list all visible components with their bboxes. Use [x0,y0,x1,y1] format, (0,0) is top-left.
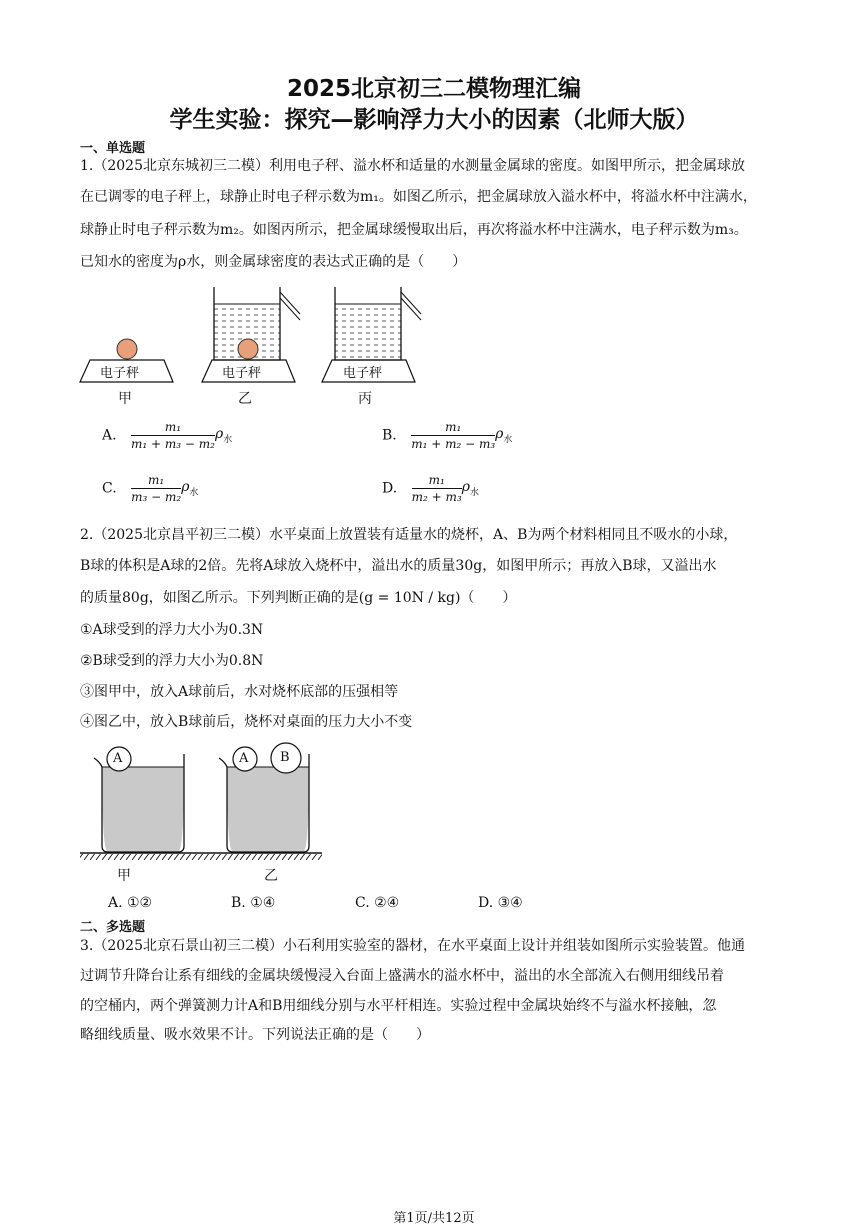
scale-label-jia: 电子秤 [100,366,140,381]
q1-option-d-fraction: $\frac{\text{m₁}}{\text{m₂ + m₃}}$ [411,473,462,504]
doc-title: 2025北京初三二模物理汇编 [286,76,581,102]
scale-label-yi: 电子秤 [222,366,262,381]
q1-text-line4: 已知水的密度为ρ水，则金属球密度的表达式正确的是（ ） [80,254,467,270]
section-multi-choice: 二、多选题 [80,920,146,935]
q1-figure [78,282,438,412]
q1-text-line2: 在已调零的电子秤上，球静止时电子秤示数为m₁。如图乙所示，把金属球放入溢水杯中，将溢水杯中注满水， [80,189,757,205]
q1-option-a[interactable]: A. $\frac{\text{m₁}}{\text{m₁ + m₃ − m₂}}$ $\rho_水$ [102,420,233,451]
q2-statement-1: ①A球受到的浮力大小为0.3N [80,622,264,638]
section-single-choice: 一、单选题 [80,141,146,156]
q3-text-line3: 的空桶内，两个弹簧测力计A和B用细线分别与水平杆相连。实验过程中金属块始终不与溢水杯接触，忽 [80,998,717,1014]
doc-subtitle: 学生实验：探究—影响浮力大小的因素（北师大版） [169,107,699,133]
q1-option-a-fraction: $\frac{\text{m₁}}{\text{m₁ + m₃ − m₂}}$ [131,420,215,451]
beaker-yi [219,743,309,852]
ball-a-label-yi: A [239,751,249,766]
q1-option-c-fraction: $\frac{\text{m₁}}{\text{m₃ − m₂}}$ [131,473,182,504]
q2-text-line2: B球的体积是A球的2倍。先将A球放入烧杯中，溢出水的质量30g，如图甲所示；再放入B球，又溢出水 [80,558,717,574]
q2-statement-3: ③图甲中，放入A球前后，水对烧杯底部的压强相等 [80,684,399,700]
q2-option-a[interactable]: A. ①② [108,895,153,911]
caption-bing: 丙 [358,391,372,407]
q2-caption-jia: 甲 [117,868,131,884]
q1-option-c[interactable]: C. $\frac{\text{m₁}}{\text{m₃ − m₂}}$ $\rho_水$ [102,473,199,504]
q1-text-line3: 球静止时电子秤示数为m₂。如图丙所示，把金属球缓慢取出后，再次将溢水杯中注满水，电子秤示数为m₃。 [80,222,748,238]
q1-option-b[interactable]: B. $\frac{\text{m₁}}{\text{m₁ + m₂ − m₃}}$ $\rho_水$ [382,420,513,451]
beaker-jia [94,747,184,852]
q2-caption-yi: 乙 [264,868,278,884]
q3-text-line2: 过调节升降台让系有细线的金属块缓慢浸入台面上盛满水的溢水杯中，溢出的水全部流入右侧用细线吊着 [80,968,724,984]
metal-ball [117,339,137,359]
q3-text-line4: 略细线质量、吸水效果不计。下列说法正确的是（ ） [80,1027,430,1043]
q1-option-d[interactable]: D. $\frac{\text{m₁}}{\text{m₂ + m₃}}$ $\rho_水$ [382,473,479,504]
q1-option-b-fraction: $\frac{\text{m₁}}{\text{m₁ + m₂ − m₃}}$ [411,420,496,451]
scale-label-bing: 电子秤 [343,366,383,381]
ball-b-label-yi: B [280,750,290,765]
caption-jia: 甲 [118,391,132,407]
page-number: 第1页/共12页 [393,1211,475,1226]
q3-text-line1: 3.（2025北京石景山初三二模）小石利用实验室的器材，在水平桌面上设计并组装如图所示实验装置。他通 [80,938,745,954]
q2-text-line1: 2.（2025北京昌平初三二模）水平桌面上放置装有适量水的烧杯，A、B为两个材料相同且不吸水的小球， [80,527,738,543]
q2-option-b[interactable]: B. ①④ [231,895,276,911]
q2-option-d[interactable]: D. ③④ [478,895,523,911]
q2-statement-2: ②B球受到的浮力大小为0.8N [80,653,264,669]
ball-a-label-jia: A [113,751,123,766]
q2-text-line3: 的质量80g，如图乙所示。下列判断正确的是(g = 10N / kg)（ ） [80,590,517,606]
metal-ball [238,339,258,359]
q1-text-line1: 1.（2025北京东城初三二模）利用电子秤、溢水杯和适量的水测量金属球的密度。如图甲所示，把金属球放 [80,158,745,174]
q2-option-c[interactable]: C. ②④ [355,895,400,911]
q2-statement-4: ④图乙中，放入B球前后，烧杯对桌面的压力大小不变 [80,714,413,730]
caption-yi: 乙 [238,391,252,407]
